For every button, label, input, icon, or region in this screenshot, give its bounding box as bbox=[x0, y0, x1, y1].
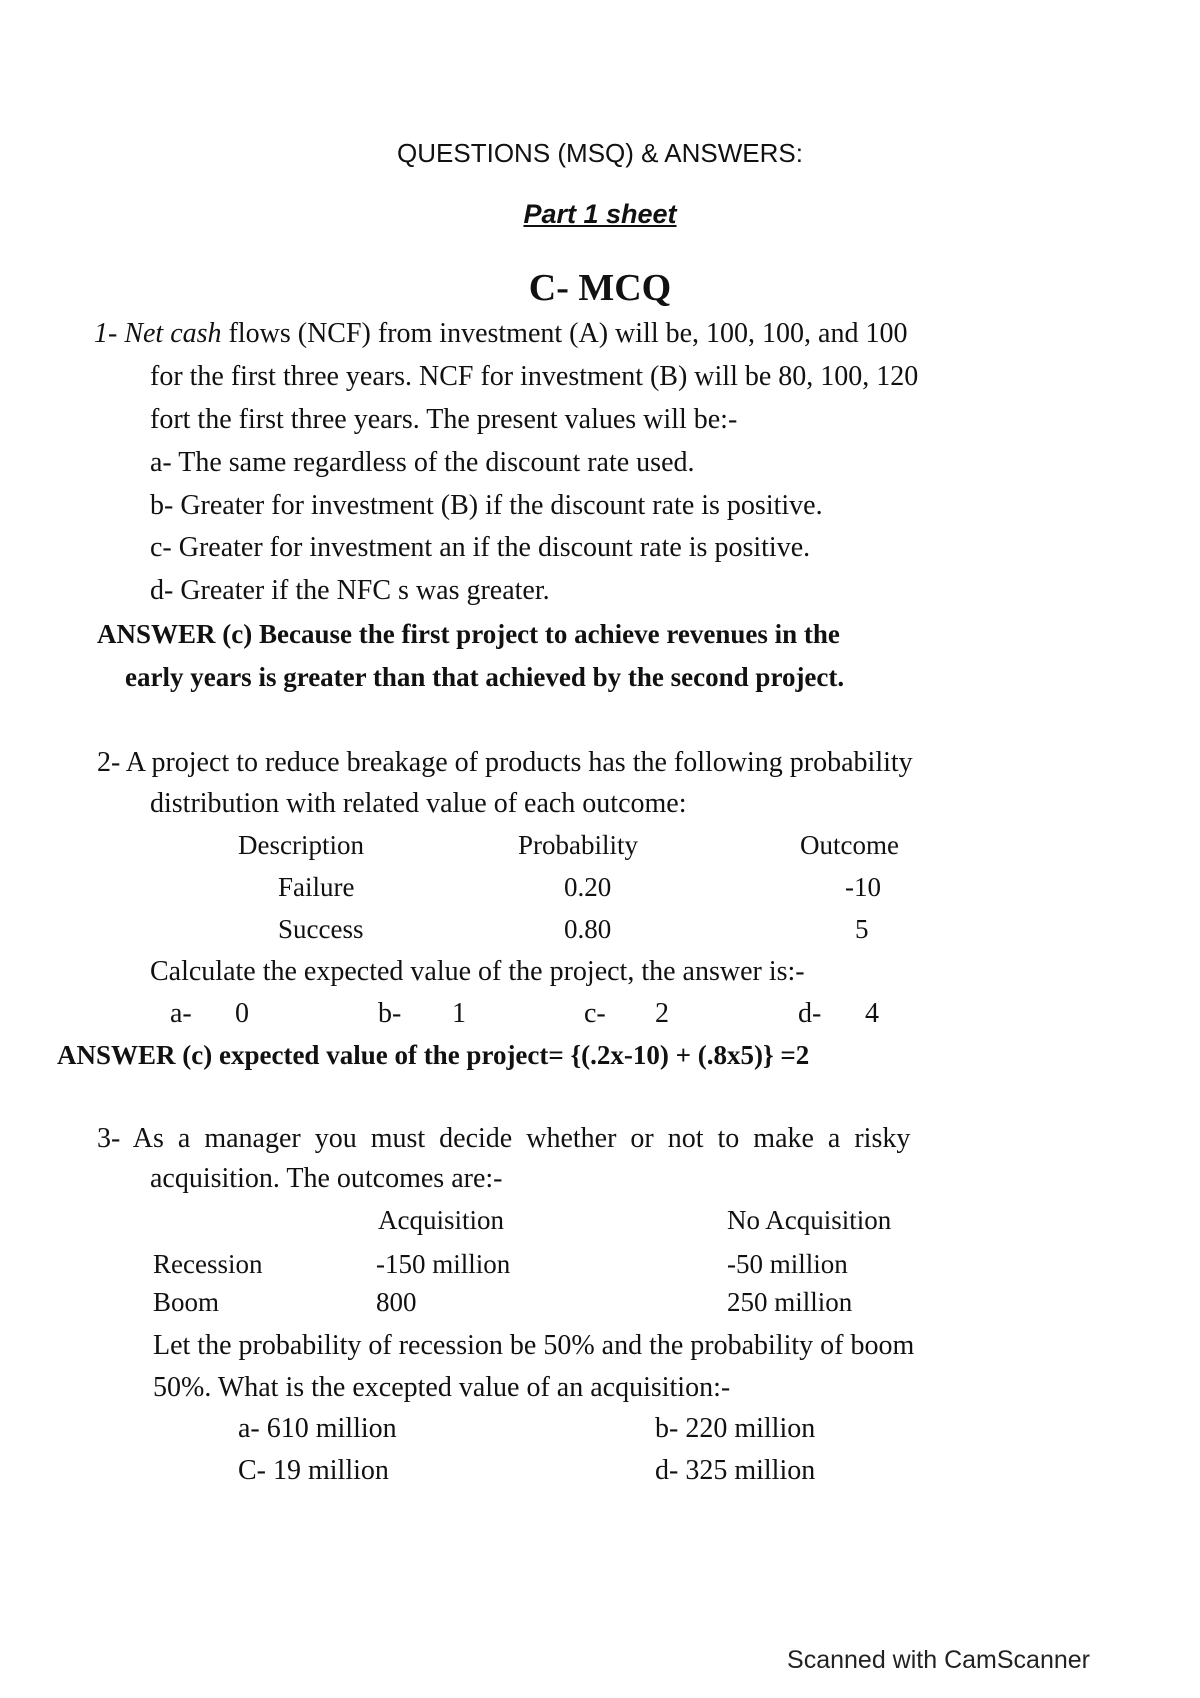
q1-line-1 bbox=[94, 318, 907, 350]
q1-option-a: a- The same regardless of the discount rate used. bbox=[150, 447, 695, 478]
part-subtitle: Part 1 sheet bbox=[523, 199, 677, 229]
q2-option-b-letter: b- bbox=[378, 998, 402, 1029]
table-cell: 800 bbox=[376, 1287, 417, 1317]
table-header-description: Description bbox=[238, 830, 364, 860]
table-cell: 0.80 bbox=[564, 914, 612, 944]
table-cell: 250 million bbox=[727, 1287, 853, 1317]
table-cell: 5 bbox=[855, 914, 869, 944]
q1-option-b: b- Greater for investment (B) if the discount rate is positive. bbox=[150, 490, 823, 521]
q3-option-d: d- 325 million bbox=[655, 1455, 816, 1486]
q1-number-italic: 1- Net cash bbox=[94, 318, 222, 349]
q3-question-line-1: Let the probability of recession be 50% and the probability of boom bbox=[153, 1330, 915, 1361]
q2-line-2: distribution with related value of each outcome: bbox=[150, 788, 687, 819]
table-row-label: Recession bbox=[153, 1249, 263, 1279]
q2-option-c-value: 2 bbox=[655, 998, 669, 1029]
q2-option-c-letter: c- bbox=[584, 998, 606, 1029]
q2-option-d-letter: d- bbox=[798, 998, 822, 1029]
q3-line-1: 3- As a manager you must decide whether or not to make a risky bbox=[97, 1123, 911, 1154]
table-cell: -50 million bbox=[727, 1249, 848, 1279]
q2-option-a-value: 0 bbox=[235, 998, 249, 1029]
q3-option-a: a- 610 million bbox=[238, 1413, 397, 1444]
q1-line-1-text: flows (NCF) from investment (A) will be, 100, 100, and 100 bbox=[221, 318, 908, 349]
q2-answer: ANSWER (c) expected value of the project= {(.2x-10) + (.8x5)} =2 bbox=[57, 1040, 810, 1070]
table-header-no-acquisition: No Acquisition bbox=[727, 1205, 892, 1235]
table-header-outcome: Outcome bbox=[800, 830, 899, 860]
section-heading: C- MCQ bbox=[528, 267, 672, 309]
q1-line-2: for the first three years. NCF for investment (B) will be 80, 100, 120 bbox=[150, 361, 919, 392]
q1-answer-line-2: early years is greater than that achieved by the second project. bbox=[125, 662, 845, 692]
page-title: QUESTIONS (MSQ) & ANSWERS: bbox=[397, 138, 803, 168]
q1-option-d: d- Greater if the NFC s was greater. bbox=[150, 575, 550, 606]
table-header-probability: Probability bbox=[518, 830, 638, 860]
table-cell: -150 million bbox=[376, 1249, 511, 1279]
q3-option-b: b- 220 million bbox=[655, 1413, 816, 1444]
table-cell: Failure bbox=[278, 872, 355, 902]
q2-line-1: 2- A project to reduce breakage of products has the following probability bbox=[97, 747, 913, 778]
q2-option-b-value: 1 bbox=[452, 998, 466, 1029]
table-row-label: Boom bbox=[153, 1287, 220, 1317]
q2-option-d-value: 4 bbox=[865, 998, 879, 1029]
table-cell: -10 bbox=[845, 872, 881, 902]
q1-line-3: fort the first three years. The present values will be:- bbox=[150, 404, 738, 435]
q2-question: Calculate the expected value of the project, the answer is:- bbox=[150, 956, 805, 987]
q3-line-2: acquisition. The outcomes are:- bbox=[150, 1163, 503, 1194]
table-header-acquisition: Acquisition bbox=[378, 1205, 504, 1235]
q1-answer-line-1: ANSWER (c) Because the first project to achieve revenues in the bbox=[97, 619, 840, 649]
q3-option-c: C- 19 million bbox=[238, 1455, 389, 1486]
table-cell: Success bbox=[278, 914, 364, 944]
table-cell: 0.20 bbox=[564, 872, 612, 902]
camscanner-watermark: Scanned with CamScanner bbox=[787, 1646, 1090, 1674]
q1-option-c: c- Greater for investment an if the discount rate is positive. bbox=[150, 532, 811, 563]
q3-question-line-2: 50%. What is the excepted value of an acquisition:- bbox=[153, 1372, 731, 1403]
q2-option-a-letter: a- bbox=[170, 998, 192, 1029]
